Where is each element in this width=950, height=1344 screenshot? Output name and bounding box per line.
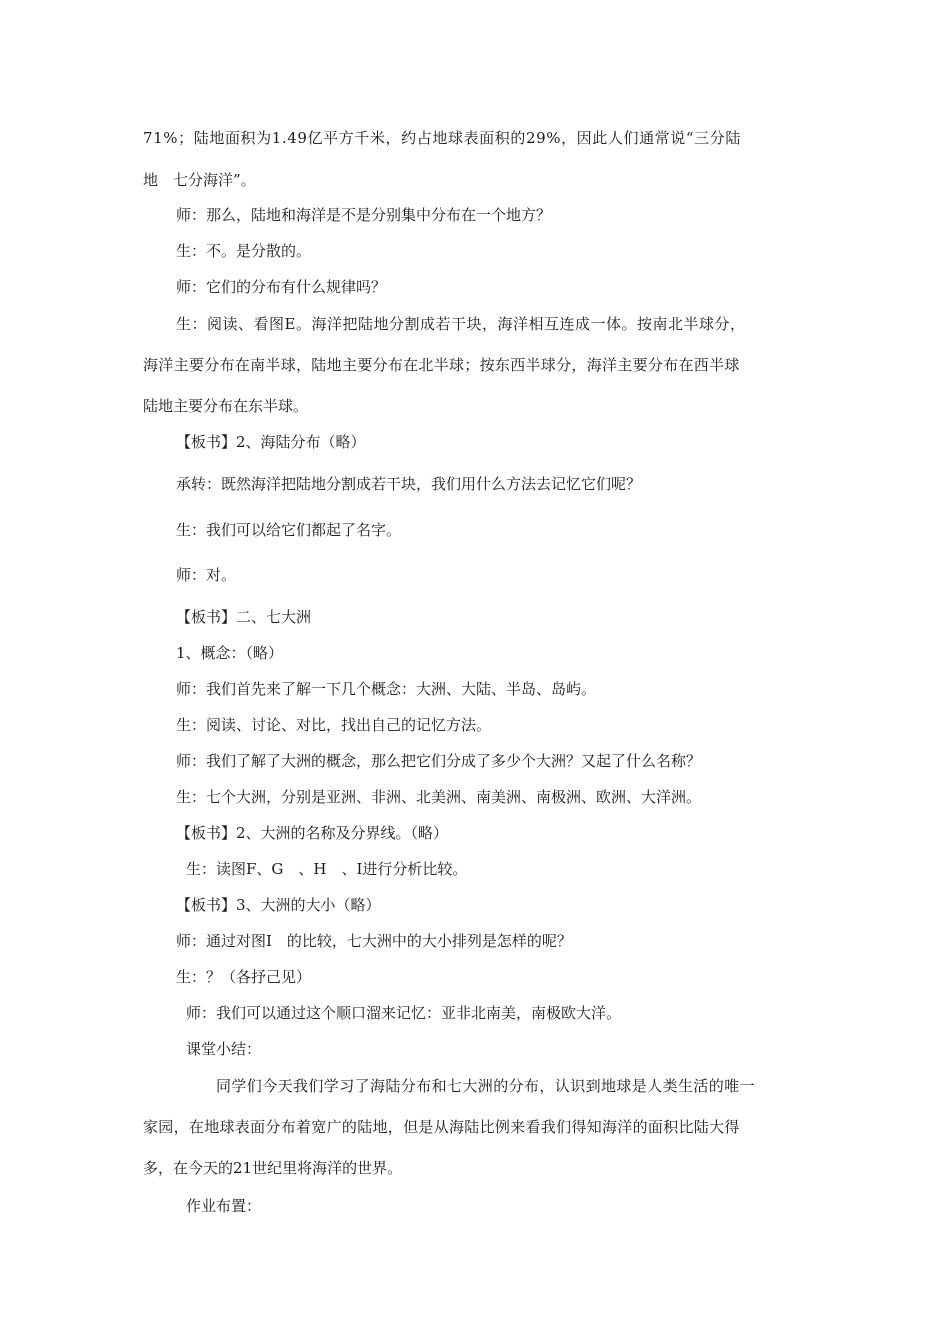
dialogue-line: 生：？（各抒己见） [176,968,312,986]
board-note: 【板书】2、大洲的名称及分界线。（略） [176,824,449,842]
summary-line: 同学们今天我们学习了海陆分布和七大洲的分布，认识到地球是人类生活的唯一 [216,1077,756,1095]
dialogue-line: 师：它们的分布有什么规律吗？ [176,278,387,296]
board-note: 【板书】2、海陆分布（略） [176,433,366,451]
summary-line: 多，在今天的21世纪里将海洋的世界。 [143,1159,403,1177]
dialogue-line: 承转：既然海洋把陆地分割成若干块，我们用什么方法去记忆它们呢？ [176,475,642,493]
section-item: 1、概念：（略） [176,644,284,662]
summary-heading: 课堂小结： [186,1040,262,1058]
paragraph-line: 海洋主要分布在南半球，陆地主要分布在北半球；按东西半球分，海洋主要分布在西半球 [143,356,740,374]
board-note: 【板书】3、大洲的大小（略） [176,896,381,914]
dialogue-line: 师：我们了解了大洲的概念，那么把它们分成了多少个大洲？又起了什么名称？ [176,752,702,770]
homework-heading: 作业布置： [186,1197,262,1215]
paragraph-line: 生：阅读、看图E。海洋把陆地分割成若干块，海洋相互连成一体。按南北半球分， [176,315,746,333]
dialogue-line: 师：对。 [176,566,237,584]
dialogue-line: 生：我们可以给它们都起了名字。 [176,521,402,539]
dialogue-line: 师：通过对图I 的比较，七大洲中的大小排列是怎样的呢？ [176,932,572,950]
paragraph-line: 陆地主要分布在东半球。 [143,397,309,415]
dialogue-line: 生：读图F、G 、H 、I进行分析比较。 [186,860,468,878]
dialogue-line: 生：不。是分散的。 [176,242,312,260]
dialogue-line: 师：那么，陆地和海洋是不是分别集中分布在一个地方？ [176,206,552,224]
dialogue-line: 生：阅读、讨论、对比，找出自己的记忆方法。 [176,716,492,734]
paragraph-line: 71%；陆地面积为1.49亿平方千米，约占地球表面积的29%，因此人们通常说“三分陆 [143,129,741,147]
paragraph-line: 地 七分海洋”。 [143,171,256,189]
dialogue-line: 师：我们可以通过这个顺口溜来记忆：亚非北南美，南极欧大洋。 [186,1004,622,1022]
dialogue-line: 师：我们首先来了解一下几个概念：大洲、大陆、半岛、岛屿。 [176,680,597,698]
summary-line: 家园，在地球表面分布着宽广的陆地，但是从海陆比例来看我们得知海洋的面积比陆大得 [143,1118,740,1136]
board-note: 【板书】二、七大洲 [176,608,312,626]
dialogue-line: 生：七个大洲，分别是亚洲、非洲、北美洲、南美洲、南极洲、欧洲、大洋洲。 [176,788,702,806]
